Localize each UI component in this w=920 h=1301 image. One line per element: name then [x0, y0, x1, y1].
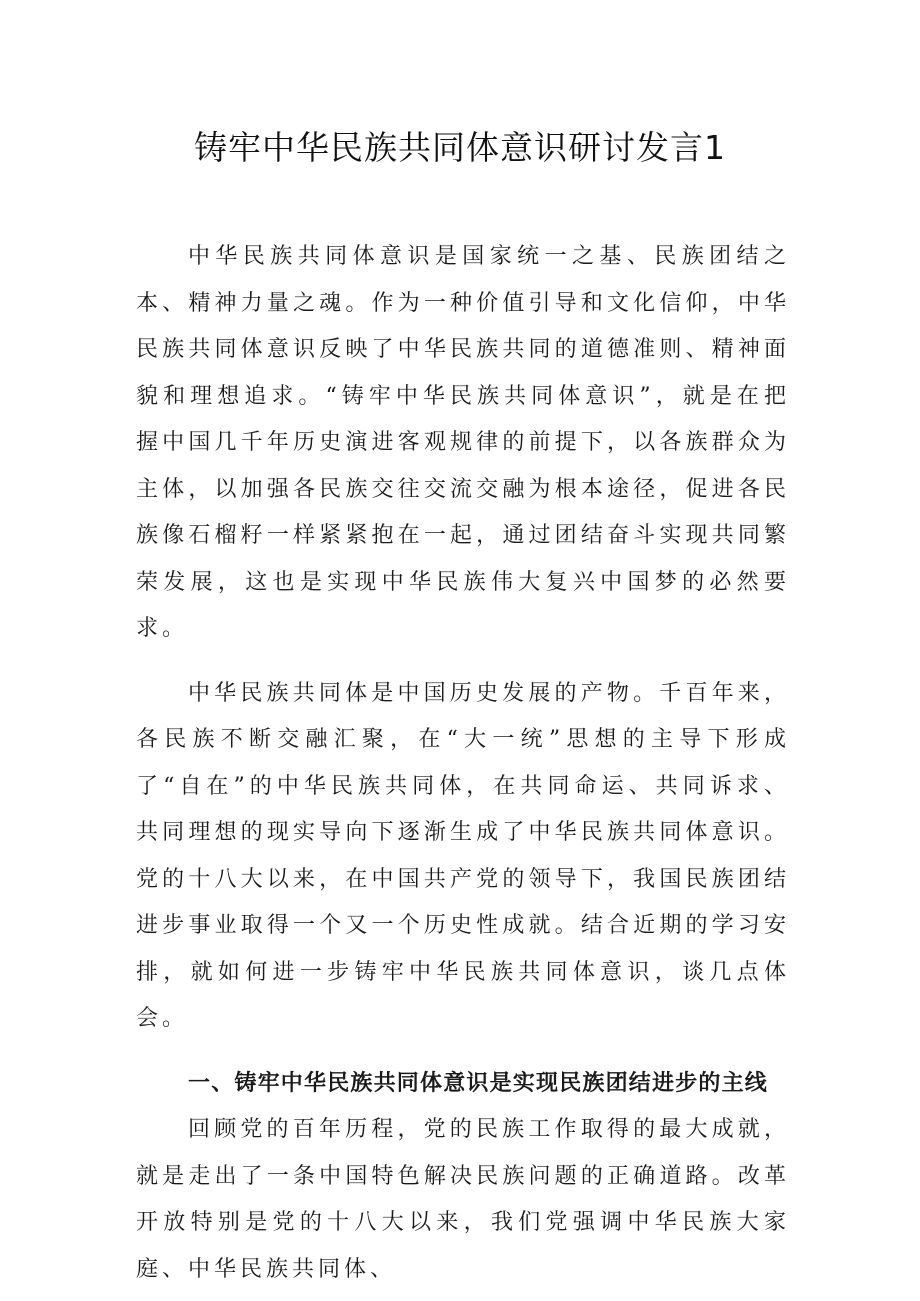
section-1-paragraph: 回顾党的百年历程，党的民族工作取得的最大成就，就是走出了一条中国特色解决民族问题的正确道路。改革开放特别是党的十八大以来，我们党强调中华民族大家庭、中华民族共同体、 [136, 1117, 790, 1282]
paragraph-1: 中华民族共同体意识是国家统一之基、民族团结之本、精神力量之魂。作为一种价值引导和文化信仰，中华民族共同体意识反映了中华民族共同的道德准则、精神面貌和理想追求。“铸牢中华民族共同体意识”，就是在把握中国几千年历史演进客观规律的前提下，以各族群众为主体，以加强各民族交往交流交融为根本途径，促进各民族像石榴籽一样紧紧抱在一起，通过团结奋斗实现共同繁荣发展，这也是实现中华民族伟大复兴中国梦的必然要求。 [136, 244, 790, 641]
section-heading-1: 一、铸牢中华民族共同体意识是实现民族团结进步的主线 [188, 1070, 769, 1096]
paragraph-2: 中华民族共同体是中国历史发展的产物。千百年来，各民族不断交融汇聚，在“大一统”思想的主导下形成了“自在”的中华民族共同体，在共同命运、共同诉求、共同理想的现实导向下逐渐生成了中华民族共同体意识。党的十八大以来，在中国共产党的领导下，我国民族团结进步事业取得一个又一个历史性成就。结合近期的学习安排，就如何进一步铸牢中华民族共同体意识，谈几点体会。 [136, 680, 790, 1031]
document-body [136, 234, 790, 1293]
document-title: 铸牢中华民族共同体意识研讨发言1 [194, 128, 726, 167]
